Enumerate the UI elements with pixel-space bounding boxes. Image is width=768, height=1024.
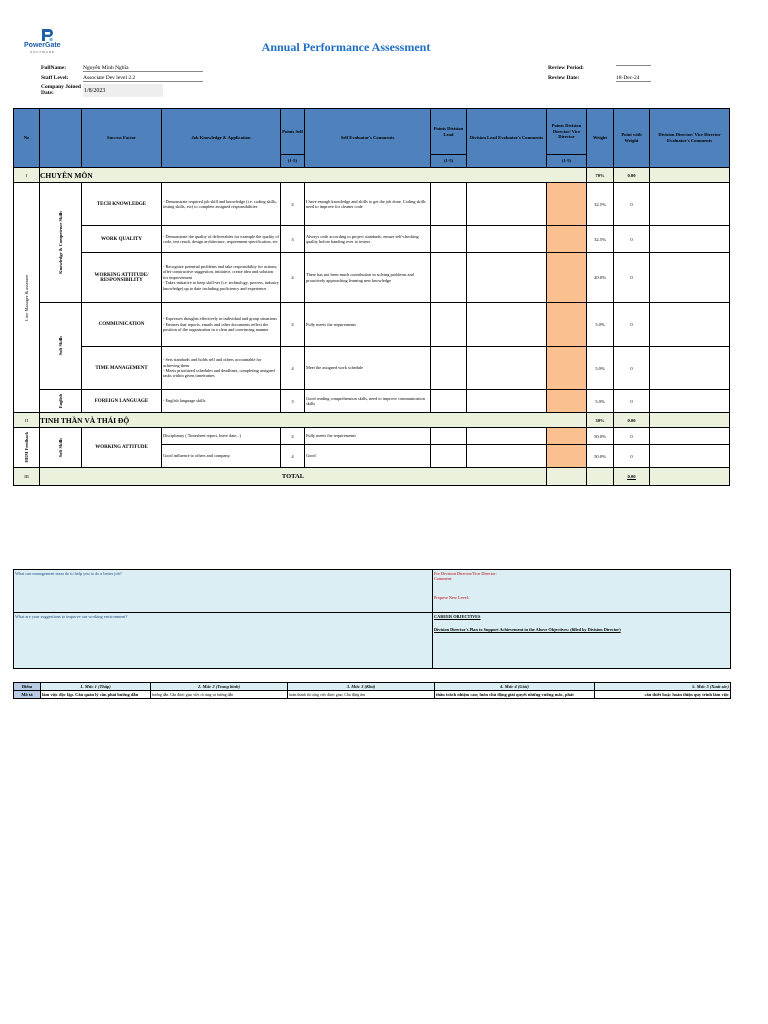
soft-skills2-group [40, 428, 82, 468]
staff-level-row [41, 75, 136, 81]
total-label: TOTAL [40, 468, 547, 486]
hrm-label: HRM Feedback [24, 432, 29, 463]
section-no: I [14, 168, 40, 183]
section-empty [650, 168, 730, 183]
factor-name: WORKING ATTITUDE/ RESPONSIBILITY [82, 253, 162, 303]
kc-label: Knowledge & Competence Skills [58, 211, 63, 274]
lead-point[interactable] [431, 445, 467, 468]
lead-point[interactable] [431, 183, 467, 226]
hrm-group [14, 428, 40, 468]
scale-h0: Điểm [14, 683, 41, 691]
soft-skills-group [40, 303, 82, 390]
lead-comment[interactable] [467, 303, 547, 347]
table-row [14, 347, 730, 390]
scale-r2: hướng dẫn. Cần được giao việc rõ ràng và hướng dẫn [151, 691, 288, 699]
scale-h5: 5. Mức 5 (Xuất sắc) [595, 683, 731, 691]
self-comment[interactable]: Always code according to project standards, ensure self-checking quality before handing over to testers [305, 226, 431, 253]
weight: 5.0% [587, 347, 614, 390]
range-self: (1-5) [281, 155, 305, 168]
staff-level-label: Staff Level: [41, 75, 69, 81]
director-comment[interactable] [650, 183, 730, 226]
self-point[interactable]: 3 [281, 226, 305, 253]
weight: 5.0% [587, 303, 614, 347]
logo-name: PowerGate [24, 42, 61, 49]
line-manager-group [14, 183, 40, 413]
table-row [14, 253, 730, 303]
weight: 20.0% [587, 253, 614, 303]
factor-desc: - Recognize potential problems and take responsibility for actions; offer constructive suggestion, initiative, create idea and solution for improvement - Takes initiative to keep skill-set (i.e. technology, process, industry knowledge) up to date including proficiency and experience. [162, 253, 281, 303]
director-plan-label: Division Director's Plan to Support Achievement in the Above Objectives: (filled by Division Director) [434, 627, 621, 632]
soft-skills-label: Soft Skills [58, 336, 63, 356]
director-comment[interactable] [650, 428, 730, 445]
table-row [14, 390, 730, 413]
self-point[interactable]: 4 [281, 445, 305, 468]
director-point[interactable] [547, 347, 587, 390]
total-point-cell [614, 468, 650, 486]
range-division-lead: (1-5) [431, 155, 467, 168]
col-director-comments: Division Director/ Vice Director Evaluator's Comments [650, 109, 730, 168]
english-group [40, 390, 82, 413]
weight: 50.0% [587, 445, 614, 468]
scale-r4: thần trách nhiệm cao; luôn chủ động giải quyết những vướng mắc, phát [435, 691, 595, 699]
lead-point[interactable] [431, 303, 467, 347]
career-box[interactable] [433, 613, 731, 669]
header-row [14, 109, 730, 155]
self-comment[interactable]: Fully meets the requirements [305, 303, 431, 347]
table-row [14, 226, 730, 253]
table-row [14, 428, 730, 445]
feedback-row-2 [14, 613, 731, 669]
review-period-value[interactable] [616, 65, 651, 66]
section-row [14, 168, 730, 183]
factor-name: TIME MANAGEMENT [82, 347, 162, 390]
col-points-director: Points Division Director/ Vice Director [547, 109, 587, 155]
lead-comment[interactable] [467, 226, 547, 253]
lead-comment[interactable] [467, 347, 547, 390]
page-title: Annual Performance Assessment [261, 40, 431, 54]
weight: 32.5% [587, 226, 614, 253]
director-comment[interactable] [650, 226, 730, 253]
section-title: TINH THẦN VÀ THÁI ĐỘ [40, 413, 587, 428]
career-objectives-label: CAREER OBJECTIVES [434, 614, 481, 619]
fullname-label: FullName: [41, 65, 67, 71]
director-comment-label: Comment: [434, 576, 453, 581]
point-with-weight: 0 [614, 253, 650, 303]
self-point[interactable]: 4 [281, 303, 305, 347]
total-empty3 [650, 468, 730, 486]
lead-comment[interactable] [467, 390, 547, 413]
factor-name: COMMUNICATION [82, 303, 162, 347]
english-label: English [58, 393, 63, 409]
lead-comment[interactable] [467, 428, 547, 445]
management-help-question[interactable]: What can management team do to help you to do a better job? [14, 570, 433, 613]
factor-name: WORK QUALITY [82, 226, 162, 253]
weight: 50.0% [587, 428, 614, 445]
lead-point[interactable] [431, 253, 467, 303]
director-point[interactable] [547, 445, 587, 468]
lead-point[interactable] [431, 390, 467, 413]
review-date-label: Review Date: [548, 75, 580, 81]
point-with-weight: 0 [614, 183, 650, 226]
self-point[interactable]: 4 [281, 183, 305, 226]
lead-point[interactable] [431, 226, 467, 253]
scale-h2: 2. Mức 2 (Trung bình) [151, 683, 288, 691]
total-empty1 [547, 468, 587, 486]
propose-level-label: Propose New Level: [434, 595, 470, 600]
scale-header-row [14, 683, 731, 691]
col-points-self: Points Self [281, 109, 305, 155]
rating-scale-table [13, 682, 731, 699]
col-points-division-lead: Points Division Lead [431, 109, 467, 155]
point-with-weight: 0 [614, 390, 650, 413]
col-success-factor: Success Factor [82, 109, 162, 168]
self-point[interactable]: 4 [281, 428, 305, 445]
scale-r3: hoàn thành tốt công việc được giao; Chủ động tìm [288, 691, 435, 699]
factor-desc: Good influence to others and company, [162, 445, 281, 468]
col-point-with-weight: Point with Weight [614, 109, 650, 168]
director-point[interactable] [547, 428, 587, 445]
table-row [14, 183, 730, 226]
lead-point[interactable] [431, 428, 467, 445]
self-comment[interactable]: Meet the assigned work schedule [305, 347, 431, 390]
col-job-knowledge: Job Knowledge & Application [162, 109, 281, 168]
factor-name: FOREIGN LANGUAGE [82, 390, 162, 413]
joined-value[interactable]: 1/8/2023 [83, 84, 163, 97]
section-empty [650, 413, 730, 428]
logo-subtitle: SOFTWARE [30, 50, 55, 54]
scale-r1: làm việc độc lập. Cần quản lý cần phải hướng dẫn [41, 691, 151, 699]
director-comment[interactable] [650, 390, 730, 413]
scale-h4: 4. Mức 4 (Giỏi) [435, 683, 595, 691]
factor-name: TECH KNOWLEDGE [82, 183, 162, 226]
lead-point[interactable] [431, 347, 467, 390]
lead-comment[interactable] [467, 253, 547, 303]
self-point[interactable]: 4 [281, 347, 305, 390]
total-no: III [14, 468, 40, 486]
director-point[interactable] [547, 183, 587, 226]
self-comment[interactable]: I have enough knowledge and skills to get the job done. Coding skills need to improve for cleaner code [305, 183, 431, 226]
self-point[interactable]: 3 [281, 390, 305, 413]
total-empty2 [587, 468, 614, 486]
director-point[interactable] [547, 253, 587, 303]
self-comment[interactable]: Good reading comprehension skills, need to improve communication skills [305, 390, 431, 413]
total-point: 0.00 [627, 474, 636, 479]
director-comment[interactable] [650, 445, 730, 468]
factor-desc: - Demonstrate required job skill and knowledge (i.e. coding skills, testing skills, etc) to complete assigned responsibilities [162, 183, 281, 226]
staff-level-value[interactable]: Associate Dev level 2.2 [83, 75, 203, 82]
point-with-weight: 0 [614, 347, 650, 390]
factor-desc: - English language skills [162, 390, 281, 413]
feedback-row-1 [14, 570, 731, 613]
director-point[interactable] [547, 226, 587, 253]
review-date-row [548, 75, 640, 81]
weight: 32.5% [587, 183, 614, 226]
joined-row [41, 84, 83, 96]
point-with-weight: 0 [614, 303, 650, 347]
section-weight: 70% [587, 168, 614, 183]
feedback-table [13, 569, 731, 669]
assessment-table [13, 108, 730, 486]
fullname-row [41, 65, 129, 71]
self-comment[interactable]: There has not been much contribution in solving problems and proactively approaching learning new knowledge [305, 253, 431, 303]
lead-comment[interactable] [467, 183, 547, 226]
director-point[interactable] [547, 303, 587, 347]
director-comment[interactable] [650, 253, 730, 303]
total-row [14, 468, 730, 486]
director-for-label: For Division Director/Vice Director: [434, 571, 497, 576]
section-title: CHUYÊN MÔN [40, 168, 587, 183]
point-with-weight: 0 [614, 226, 650, 253]
fullname-value[interactable]: Nguyễn Minh Nghĩa [83, 65, 203, 72]
section-row [14, 413, 730, 428]
review-period-label: Review Period: [548, 65, 584, 71]
factor-name: WORKING ATTITUDE [82, 428, 162, 468]
table-row [14, 303, 730, 347]
review-date-value[interactable]: 18-Dec-24 [616, 75, 651, 82]
director-comment[interactable] [650, 303, 730, 347]
col-group [40, 109, 82, 168]
col-division-lead-comments: Division Lead Evaluator's Comments [467, 109, 547, 168]
weight: 5.0% [587, 390, 614, 413]
factor-desc: - Sets standards and holds self and others accountable for achieving them - Meets prioritized schedules and deadlines, completing assigned tasks within given timeframes [162, 347, 281, 390]
factor-desc: Disciplinary ( Timesheet report, leave date,..) [162, 428, 281, 445]
review-period-row [548, 65, 584, 71]
factor-desc: - Demonstrate the quality of deliverables for example the quality of code, test result, design architecture, requirement specification, etc [162, 226, 281, 253]
range-director: (1-5) [547, 155, 587, 168]
point-with-weight: 0 [614, 428, 650, 445]
scale-r5: cầu thiết hoặc hoàn thiện quy trình làm việc [595, 691, 731, 699]
lead-comment[interactable] [467, 445, 547, 468]
self-point[interactable]: 4 [281, 253, 305, 303]
scale-h3: 3. Mức 3 (Khá) [288, 683, 435, 691]
col-no: No [14, 109, 40, 168]
scale-h1: 1. Mức 1 (Thấp) [41, 683, 151, 691]
self-comment[interactable]: Good [305, 445, 431, 468]
director-box[interactable] [433, 570, 731, 613]
self-comment[interactable]: Fully meets the requirements [305, 428, 431, 445]
soft-skills2-label: Soft Skills [58, 437, 63, 458]
line-manager-label: Line Manager & assessor [24, 274, 29, 321]
col-weight: Weight [587, 109, 614, 168]
section-no: II [14, 413, 40, 428]
section-point: 0.00 [614, 413, 650, 428]
scale-r0: Mô tả [14, 691, 41, 699]
environment-suggestion-question[interactable]: What are your suggestions to improve our working environment? [14, 613, 433, 669]
section-point: 0.00 [614, 168, 650, 183]
point-with-weight: 0 [614, 445, 650, 468]
col-self-comments: Self Evaluator's Comments [305, 109, 431, 168]
director-point[interactable] [547, 390, 587, 413]
joined-label: Company Joined Date: [41, 84, 81, 97]
scale-desc-row [14, 691, 731, 699]
factor-desc: - Expresses thoughts effectively in individual and group situations - Ensures that reports, emails and other documents reflect the position of the organization in a clear and convincing manner [162, 303, 281, 347]
director-comment[interactable] [650, 347, 730, 390]
section-weight: 30% [587, 413, 614, 428]
kc-group [40, 183, 82, 303]
